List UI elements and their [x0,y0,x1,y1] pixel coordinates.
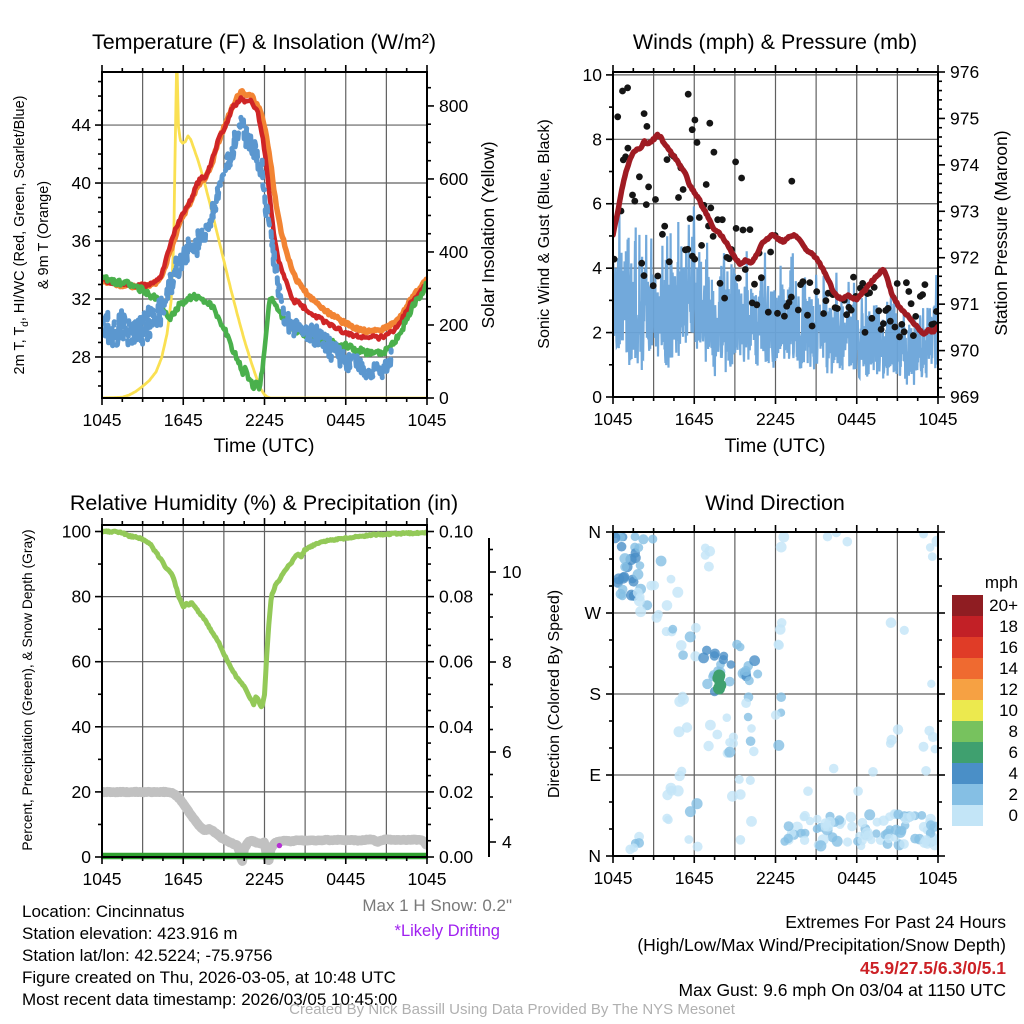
svg-text:600: 600 [439,168,469,189]
svg-text:100: 100 [61,521,91,542]
svg-text:1045: 1045 [593,868,633,888]
svg-text:18: 18 [999,617,1018,636]
svg-text:0.00: 0.00 [439,847,474,867]
svg-text:E: E [589,765,601,785]
likely-drifting-note: *Likely Drifting [394,922,500,940]
temp-chart-title: Temperature (F) & Insolation (W/m²) [91,30,437,54]
svg-text:0445: 0445 [326,869,366,889]
temp-left-axis-label: 2m T, $T_d$, HI/WC (Red, Green, Scarlet/Blue) & 9m T (Orange) [12,95,52,375]
max-snow-note: Max 1 H Snow: 0.2" [362,896,512,915]
winds-plot [583,62,980,429]
svg-text:4: 4 [592,258,602,279]
winds-chart-title: Winds (mph) & Pressure (mb) [632,30,918,54]
svg-text:60: 60 [71,651,91,672]
svg-text:200: 200 [439,314,469,335]
svg-text:0: 0 [1008,806,1018,825]
svg-text:28: 28 [71,346,91,367]
extremes-subtitle: (High/Low/Max Wind/Precipitation/Snow Depth) [637,935,1006,955]
svg-text:32: 32 [71,288,91,309]
svg-text:2245: 2245 [756,409,795,429]
rh-plot [62,518,474,889]
svg-text:1645: 1645 [674,868,714,888]
extremes-values: 45.9/27.5/6.3/0/5.1 [860,958,1006,978]
svg-text:0445: 0445 [837,868,877,888]
svg-text:0: 0 [592,387,602,407]
svg-text:20: 20 [71,781,91,802]
svg-text:970: 970 [950,340,980,361]
svg-text:969: 969 [950,387,980,407]
svg-text:S: S [589,684,601,704]
svg-text:2245: 2245 [756,868,795,888]
svg-text:974: 974 [950,154,980,175]
svg-text:40: 40 [71,173,91,194]
temp-right-axis-label: Solar Insolation (Yellow) [478,141,498,329]
svg-text:10: 10 [502,562,522,582]
svg-text:2: 2 [592,322,602,343]
svg-text:14: 14 [999,659,1018,678]
svg-text:1045: 1045 [918,409,958,429]
svg-text:400: 400 [439,241,469,262]
svg-text:975: 975 [950,108,980,129]
svg-text:976: 976 [950,62,980,82]
svg-text:mph: mph [984,573,1018,592]
dir-plot [584,522,957,888]
svg-text:1045: 1045 [593,409,633,429]
temp-plot [72,65,469,430]
winds-right-axis-label: Station Pressure (Maroon) [991,130,1011,336]
svg-text:971: 971 [950,294,980,315]
svg-text:0.10: 0.10 [439,521,474,542]
station-location: Location: Cincinnatus [22,902,185,921]
station-latlon: Station lat/lon: 42.5224; -75.9756 [22,946,273,965]
svg-text:2: 2 [1008,785,1018,804]
svg-text:1645: 1645 [674,409,714,429]
rh-left-axis-label: Percent, Precipitation (Green), & Snow Depth (Gray) [20,529,35,851]
svg-text:0.04: 0.04 [439,716,474,737]
svg-text:6: 6 [502,742,512,762]
svg-text:N: N [588,522,601,542]
svg-text:0.06: 0.06 [439,651,474,672]
svg-text:0: 0 [439,388,449,408]
svg-text:1045: 1045 [918,868,958,888]
temp-xaxis-title: Time (UTC) [213,435,315,457]
svg-text:10: 10 [999,701,1018,720]
snow-depth-axis [489,538,522,857]
recent-data-timestamp: Most recent data timestamp: 2026/03/05 10:45:00 [22,990,398,1009]
svg-text:W: W [584,603,601,623]
svg-text:2245: 2245 [245,869,284,889]
figure-created-timestamp: Figure created on Thu, 2026-03-05, at 10:48 UTC [22,968,396,987]
svg-text:0: 0 [81,847,91,867]
svg-text:44: 44 [71,115,91,136]
svg-text:6: 6 [1008,743,1018,762]
rh-chart-title: Relative Humidity (%) & Precipitation (in) [69,491,459,515]
svg-text:40: 40 [71,716,91,737]
svg-text:1045: 1045 [407,869,447,889]
svg-text:N: N [588,846,601,866]
svg-text:1045: 1045 [82,869,122,889]
winds-xaxis-title: Time (UTC) [724,435,826,457]
winds-left-axis-label: Sonic Wind & Gust (Blue, Black) [536,119,553,349]
svg-text:36: 36 [71,231,91,252]
svg-text:10: 10 [582,64,602,85]
svg-text:12: 12 [999,680,1018,699]
svg-text:1045: 1045 [407,410,447,430]
station-elevation: Station elevation: 423.916 m [22,924,238,943]
svg-text:80: 80 [71,586,91,607]
svg-text:0.08: 0.08 [439,586,474,607]
extremes-title: Extremes For Past 24 Hours [785,912,1006,932]
svg-text:0.02: 0.02 [439,781,474,802]
svg-text:8: 8 [1008,722,1018,741]
svg-text:8: 8 [502,652,512,672]
svg-text:6: 6 [592,193,602,214]
svg-text:1045: 1045 [82,410,122,430]
svg-text:0445: 0445 [326,410,366,430]
svg-text:1645: 1645 [163,869,203,889]
winddir-left-axis-label: Direction (Colored By Speed) [546,589,563,799]
wind-speed-legend [952,573,1018,826]
svg-text:0445: 0445 [837,409,877,429]
svg-text:972: 972 [950,247,980,268]
svg-text:16: 16 [999,638,1018,657]
winddir-chart-title: Wind Direction [705,491,845,515]
svg-text:4: 4 [502,832,512,852]
svg-text:800: 800 [439,95,469,116]
svg-text:4: 4 [1008,764,1018,783]
svg-text:20+: 20+ [989,596,1018,615]
svg-text:2245: 2245 [245,410,284,430]
max-gust-note: Max Gust: 9.6 mph On 03/04 at 1150 UTC [678,980,1006,1000]
svg-text:1645: 1645 [163,410,203,430]
credit-line: Created By Nick Bassill Using Data Provided By The NYS Mesonet [289,1001,735,1018]
svg-text:8: 8 [592,129,602,150]
svg-text:973: 973 [950,201,980,222]
